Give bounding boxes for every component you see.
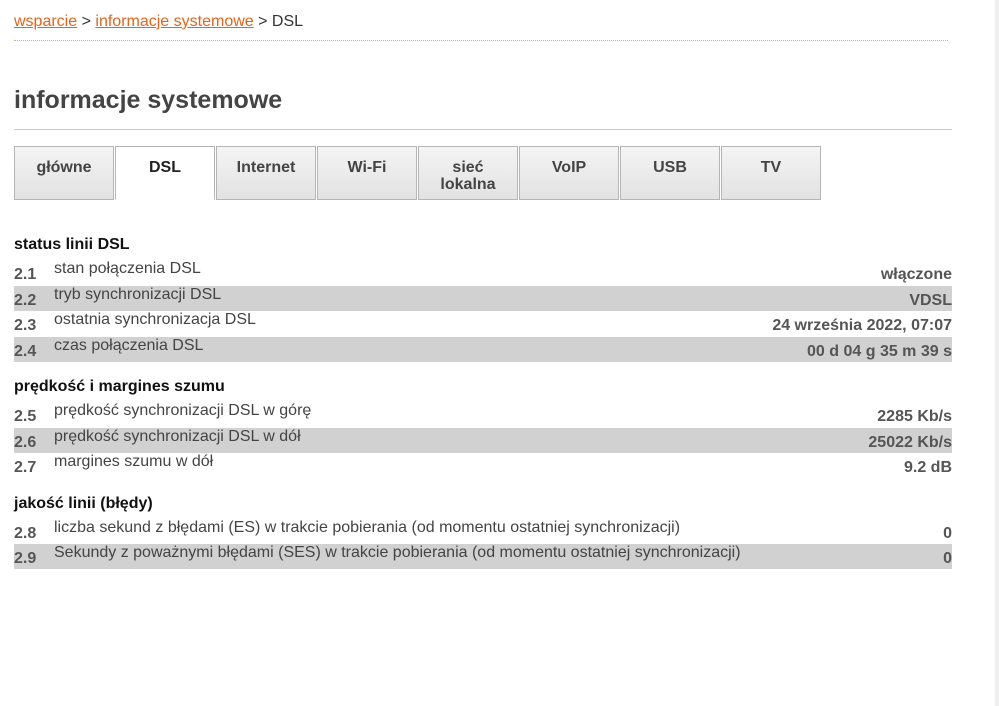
row-label: prędkość synchronizacji DSL w dół bbox=[54, 428, 301, 445]
tab-siec-lokalna[interactable] bbox=[418, 146, 518, 200]
tab-glowne[interactable]: główne bbox=[14, 146, 114, 200]
row-number: 2.2 bbox=[14, 292, 37, 309]
breadcrumb-link-informacje-systemowe[interactable]: informacje systemowe bbox=[95, 13, 254, 30]
tab-usb[interactable]: USB bbox=[620, 146, 720, 200]
row-number: 2.9 bbox=[14, 550, 37, 567]
table-row bbox=[14, 453, 952, 478]
tab-bar bbox=[14, 146, 822, 200]
breadcrumb-separator: > bbox=[258, 13, 268, 30]
row-value: 0 bbox=[943, 525, 952, 542]
table-row bbox=[14, 286, 952, 311]
row-label: Sekundy z poważnymi błędami (SES) w trakcie pobierania (od momentu ostatniej synchronizacji) bbox=[54, 544, 741, 561]
row-value: 00 d 04 g 35 m 39 s bbox=[807, 343, 952, 360]
section-heading-line-quality: jakość linii (błędy) bbox=[14, 495, 153, 512]
row-label: ostatnia synchronizacja DSL bbox=[54, 311, 256, 328]
page-title: informacje systemowe bbox=[14, 86, 283, 114]
row-number: 2.1 bbox=[14, 266, 37, 283]
section-heading-dsl-status: status linii DSL bbox=[14, 236, 130, 253]
tab-siec-lokalna-label: sieć lokalna bbox=[440, 159, 496, 193]
row-value: 24 września 2022, 07:07 bbox=[772, 317, 952, 334]
row-label: prędkość synchronizacji DSL w górę bbox=[54, 402, 312, 419]
row-number: 2.4 bbox=[14, 343, 37, 360]
table-row bbox=[14, 402, 952, 427]
tab-dsl[interactable]: DSL bbox=[115, 146, 215, 200]
row-number: 2.5 bbox=[14, 408, 37, 425]
row-value: 25022 Kb/s bbox=[868, 434, 952, 451]
section-heading-speed-noise: prędkość i margines szumu bbox=[14, 378, 225, 395]
breadcrumb-divider bbox=[14, 40, 948, 41]
row-number: 2.6 bbox=[14, 434, 37, 451]
tab-wifi[interactable]: Wi-Fi bbox=[317, 146, 417, 200]
row-label: stan połączenia DSL bbox=[54, 260, 201, 277]
breadcrumb-current: DSL bbox=[271, 13, 304, 30]
table-row bbox=[14, 544, 952, 569]
row-label: czas połączenia DSL bbox=[54, 337, 204, 354]
row-number: 2.7 bbox=[14, 459, 37, 476]
breadcrumb-separator: > bbox=[81, 13, 91, 30]
tab-internet[interactable]: Internet bbox=[216, 146, 316, 200]
title-divider bbox=[14, 129, 952, 130]
row-label: liczba sekund z błędami (ES) w trakcie pobierania (od momentu ostatniej synchronizacji) bbox=[54, 519, 681, 536]
table-row bbox=[14, 311, 952, 336]
row-value: VDSL bbox=[909, 292, 952, 309]
row-label: margines szumu w dół bbox=[54, 453, 214, 470]
breadcrumb-link-wsparcie[interactable]: wsparcie bbox=[14, 13, 78, 30]
row-value: włączone bbox=[880, 266, 952, 283]
table-row bbox=[14, 337, 952, 362]
table-row bbox=[14, 260, 952, 285]
tab-voip[interactable]: VoIP bbox=[519, 146, 619, 200]
row-number: 2.3 bbox=[14, 317, 37, 334]
table-row bbox=[14, 428, 952, 453]
tab-tv[interactable]: TV bbox=[721, 146, 821, 200]
table-row bbox=[14, 519, 952, 544]
scrollbar[interactable] bbox=[995, 0, 999, 706]
row-value: 9.2 dB bbox=[903, 459, 952, 476]
row-value: 2285 Kb/s bbox=[877, 408, 952, 425]
row-number: 2.8 bbox=[14, 525, 37, 542]
row-label: tryb synchronizacji DSL bbox=[54, 286, 222, 303]
breadcrumb bbox=[14, 13, 303, 31]
row-value: 0 bbox=[943, 550, 952, 567]
